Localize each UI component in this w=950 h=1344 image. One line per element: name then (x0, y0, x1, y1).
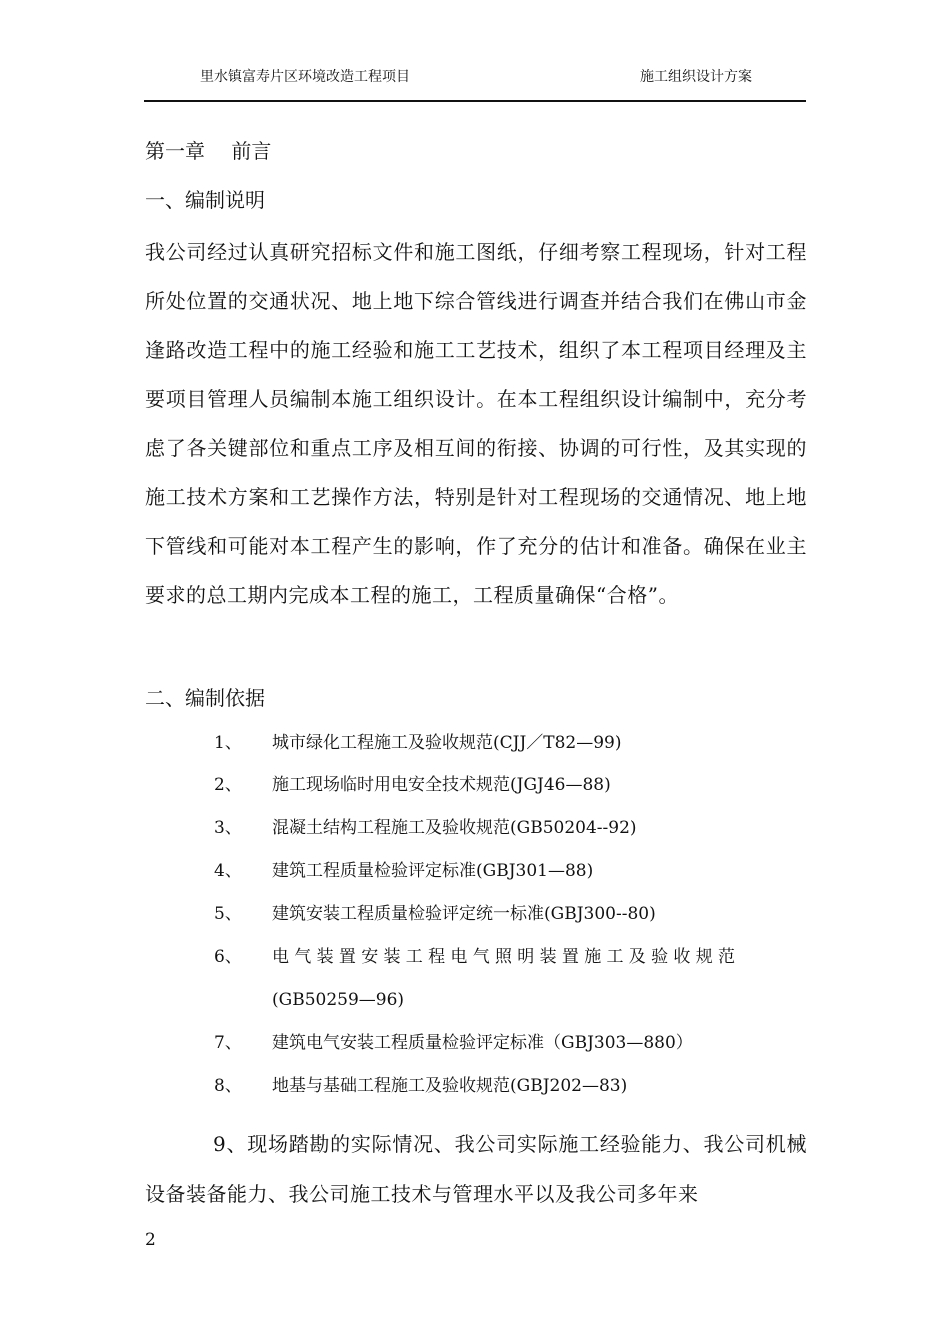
reference-item (214, 1074, 627, 1098)
header-divider (144, 100, 806, 102)
reference-number: 4、 (214, 861, 242, 881)
header-document-type: 施工组织设计方案 (640, 69, 752, 85)
reference-text: 建筑工程质量检验评定标准(GBJ301—88) (272, 861, 594, 881)
section-title-compilation-notes: 一、编制说明 (145, 188, 265, 212)
reference-number: 5、 (214, 904, 242, 924)
compilation-notes-paragraph: 我公司经过认真研究招标文件和施工图纸，仔细考察工程现场，针对工程所处位置的交通状况、地上地下综合管线进行调查并结合我们在佛山市金逢路改造工程中的施工经验和施工工艺技术，组织了本工程项目经理及主要项目管理人员编制本施工组织设计。在本工程组织设计编制中，充分考虑了各关键部位和重点工序及相互间的衔接、协调的可行性，及其实现的施工技术方案和工艺操作方法，特别是针对工程现场的交通情况、地上地下管线和可能对本工程产生的影响，作了充分的估计和准备。确保在业主要求的总工期内完成本工程的施工，工程质量确保“合格”。 (145, 240, 807, 607)
reference-number: 3、 (214, 818, 242, 838)
page-number: 2 (145, 1230, 156, 1250)
reference-text: 地基与基础工程施工及验收规范(GBJ202—83) (272, 1076, 628, 1096)
reference-text: 建筑安装工程质量检验评定统一标准(GBJ300--80) (272, 904, 656, 924)
reference-item (214, 731, 622, 755)
reference-text: 施工现场临时用电安全技术规范(JGJ46—88) (272, 775, 611, 795)
reference-item (214, 859, 593, 883)
reference-number: 6、 (214, 947, 242, 967)
reference-text: 建筑电气安装工程质量检验评定标准（GBJ303—880） (272, 1033, 693, 1053)
reference-item (214, 902, 656, 926)
reference-item (214, 945, 740, 969)
reference-item (214, 773, 611, 797)
basis-item-9-paragraph: 9、现场踏勘的实际情况、我公司实际施工经验能力、我公司机械设备装备能力、我公司施工技术与管理水平以及我公司多年来 (145, 1132, 807, 1206)
header-project-title: 里水镇富寿片区环境改造工程项目 (200, 69, 410, 85)
reference-number: 1、 (214, 733, 242, 753)
reference-text-continuation: (GB50259—96) (272, 990, 405, 1010)
reference-number: 2、 (214, 775, 242, 795)
chapter-title: 第一章 前言 (145, 139, 272, 163)
section-title-compilation-basis: 二、编制依据 (145, 686, 265, 710)
reference-item (214, 1031, 693, 1055)
reference-item (214, 816, 637, 840)
reference-text: 混凝土结构工程施工及验收规范(GB50204--92) (272, 818, 637, 838)
reference-number: 8、 (214, 1076, 242, 1096)
reference-text: 城市绿化工程施工及验收规范(CJJ／T82—99) (272, 733, 622, 753)
reference-number: 7、 (214, 1033, 242, 1053)
reference-text: 电气装置安装工程电气照明装置施工及验收规范 (272, 947, 741, 967)
